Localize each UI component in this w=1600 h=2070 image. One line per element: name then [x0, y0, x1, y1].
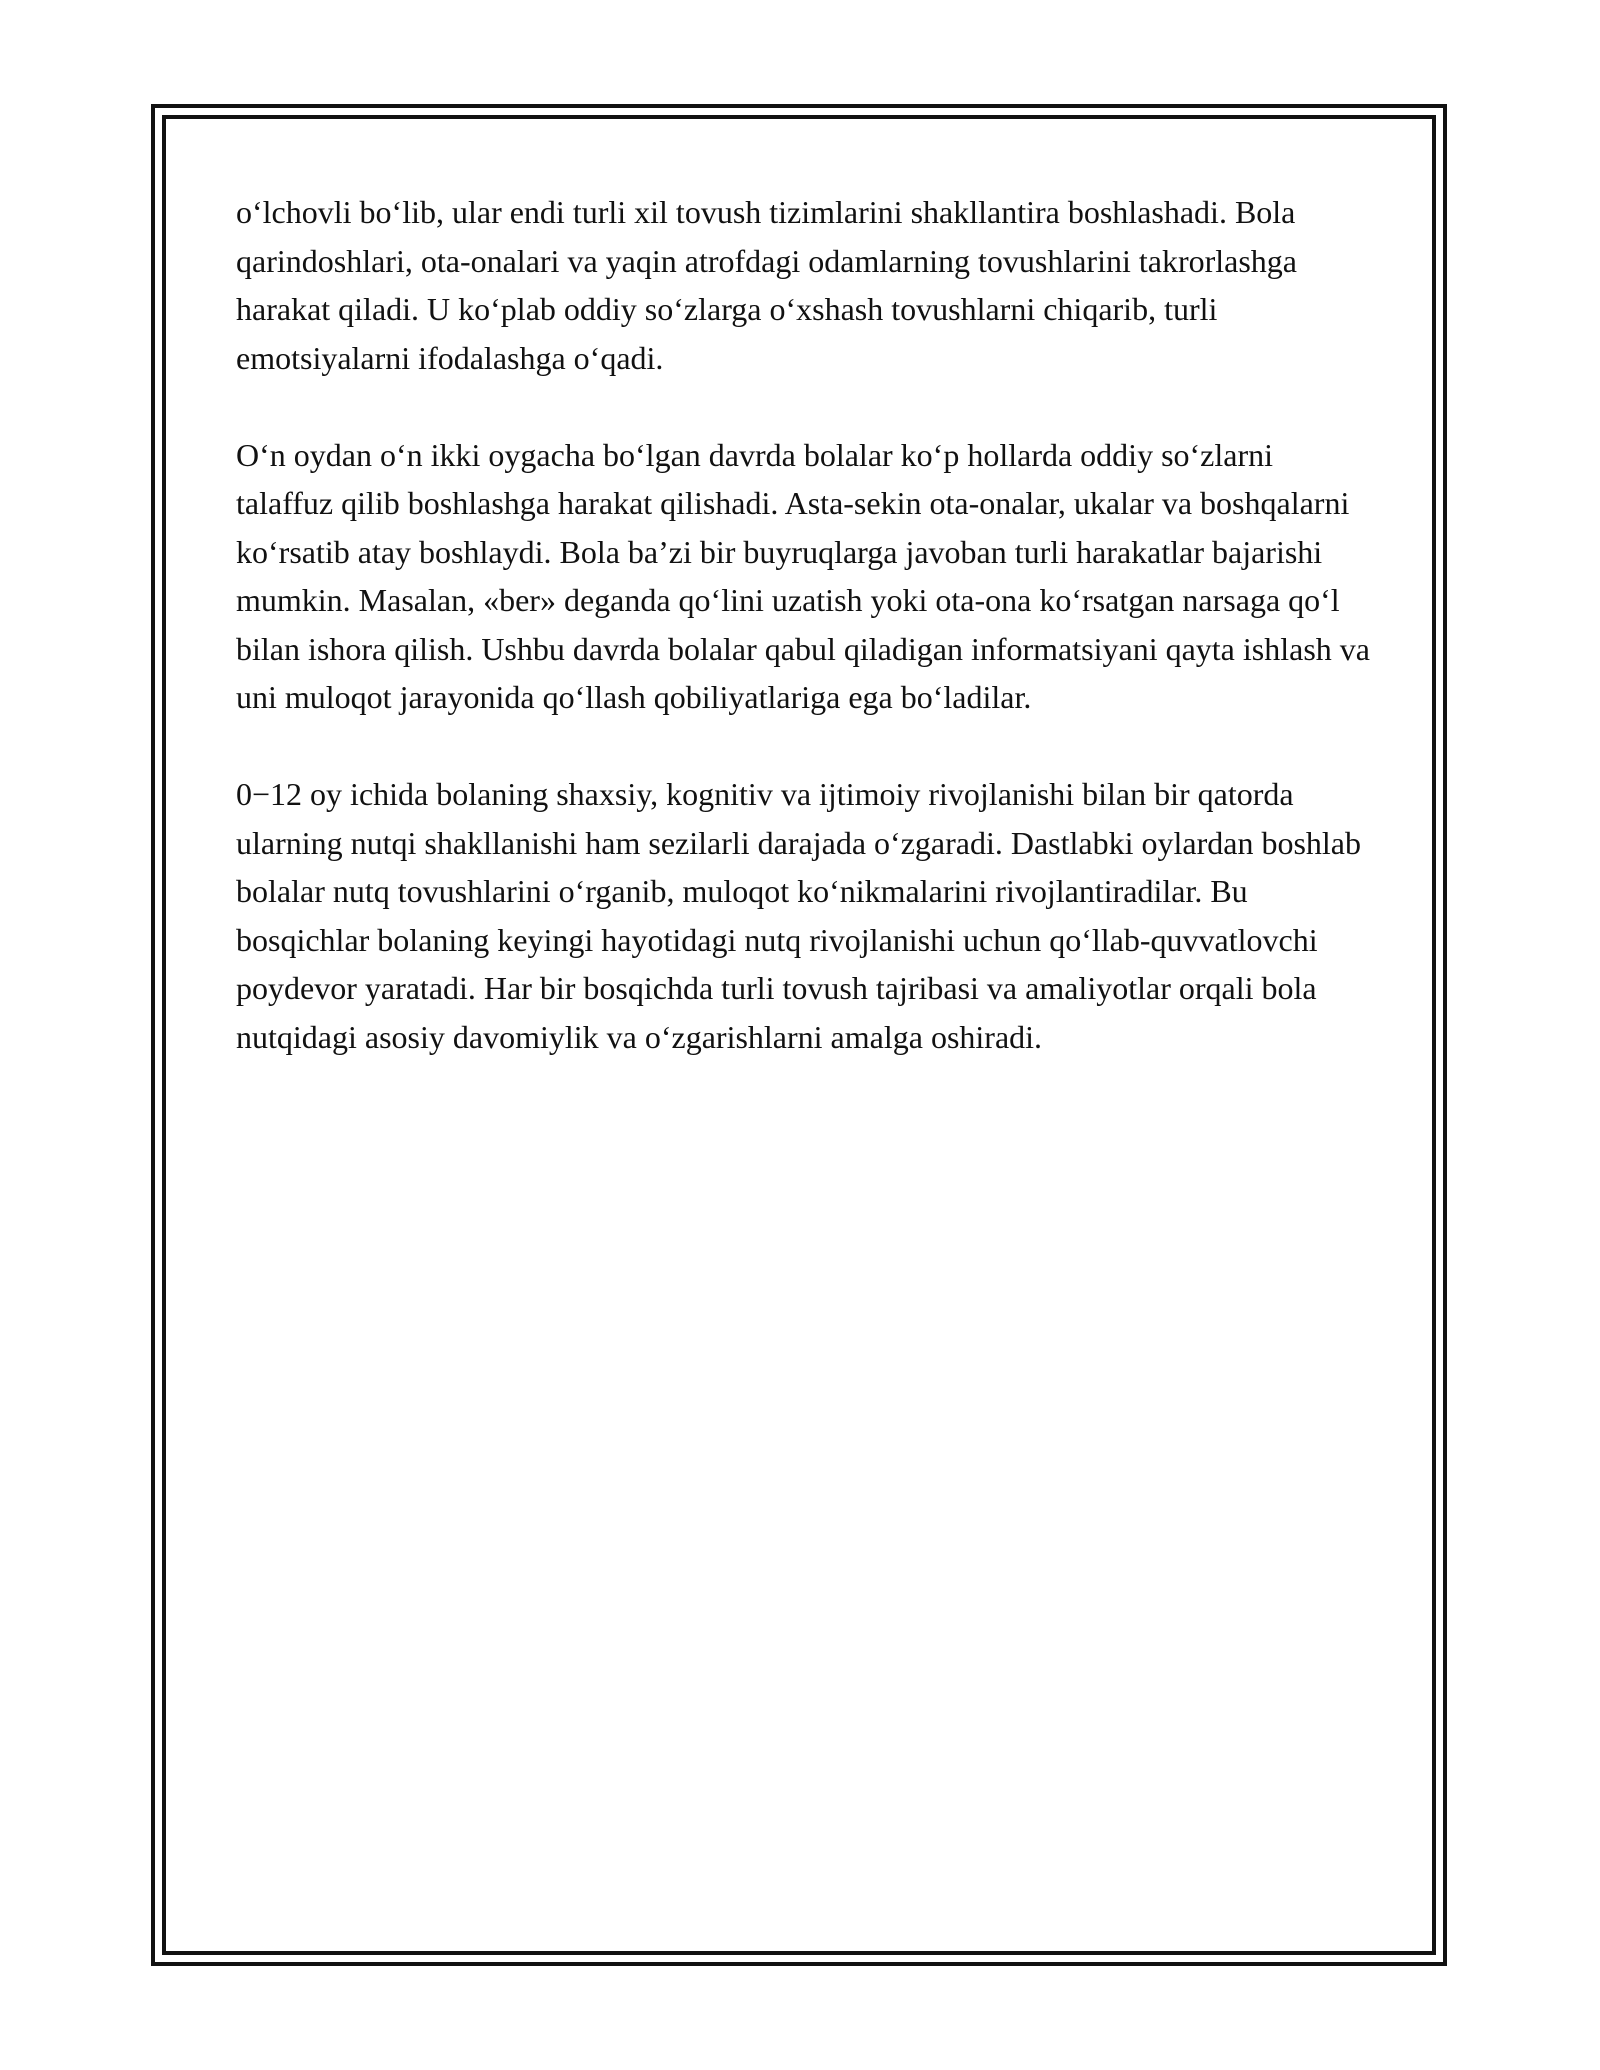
document-body	[236, 188, 1376, 1061]
paragraph-1: o‘lchovli bo‘lib, ular endi turli xil tovush tizimlarini shakllantira boshlashadi. Bola qarindoshlari, ota-onalari va yaqin atrofdagi odamlarning tovushlarini takrorlashga harakat qiladi. U ko‘plab oddiy so‘zlarga o‘xshash tovushlarni chiqarib, turli emotsiyalarni ifodalashga o‘qadi.	[236, 194, 1297, 376]
paragraph-2: O‘n oydan o‘n ikki oygacha bo‘lgan davrda bolalar ko‘p hollarda oddiy so‘zlarni talaffuz qilib boshlashga harakat qilishadi. Asta-sekin ota-onalar, ukalar va boshqalarni ko‘rsatib atay boshlaydi. Bola ba’zi bir buyruqlarga javoban turli harakatlar bajarishi mumkin. Masalan, «ber» deganda qo‘lini uzatish yoki ota-ona ko‘rsatgan narsaga qo‘l bilan ishora qilish. Ushbu davrda bolalar qabul qiladigan informatsiyani qayta ishlash va uni muloqot jarayonida qo‘llash qobiliyatlariga ega bo‘ladilar.	[236, 436, 1370, 715]
paragraph-3: 0−12 oy ichida bolaning shaxsiy, kognitiv va ijtimoiy rivojlanishi bilan bir qatorda ularning nutqi shakllanishi ham sezilarli darajada o‘zgaradi. Dastlabki oylardan boshlab bolalar nutq tovushlarini o‘rganib, muloqot ko‘nikmalarini rivojlantiradilar. Bu bosqichlar bolaning keyingi hayotidagi nutq rivojlanishi uchun qo‘llab-quvvatlovchi poydevor yaratadi. Har bir bosqichda turli tovush tajribasi va amaliyotlar orqali bola nutqidagi asosiy davomiylik va o‘zgarishlarni amalga oshiradi.	[236, 776, 1361, 1055]
